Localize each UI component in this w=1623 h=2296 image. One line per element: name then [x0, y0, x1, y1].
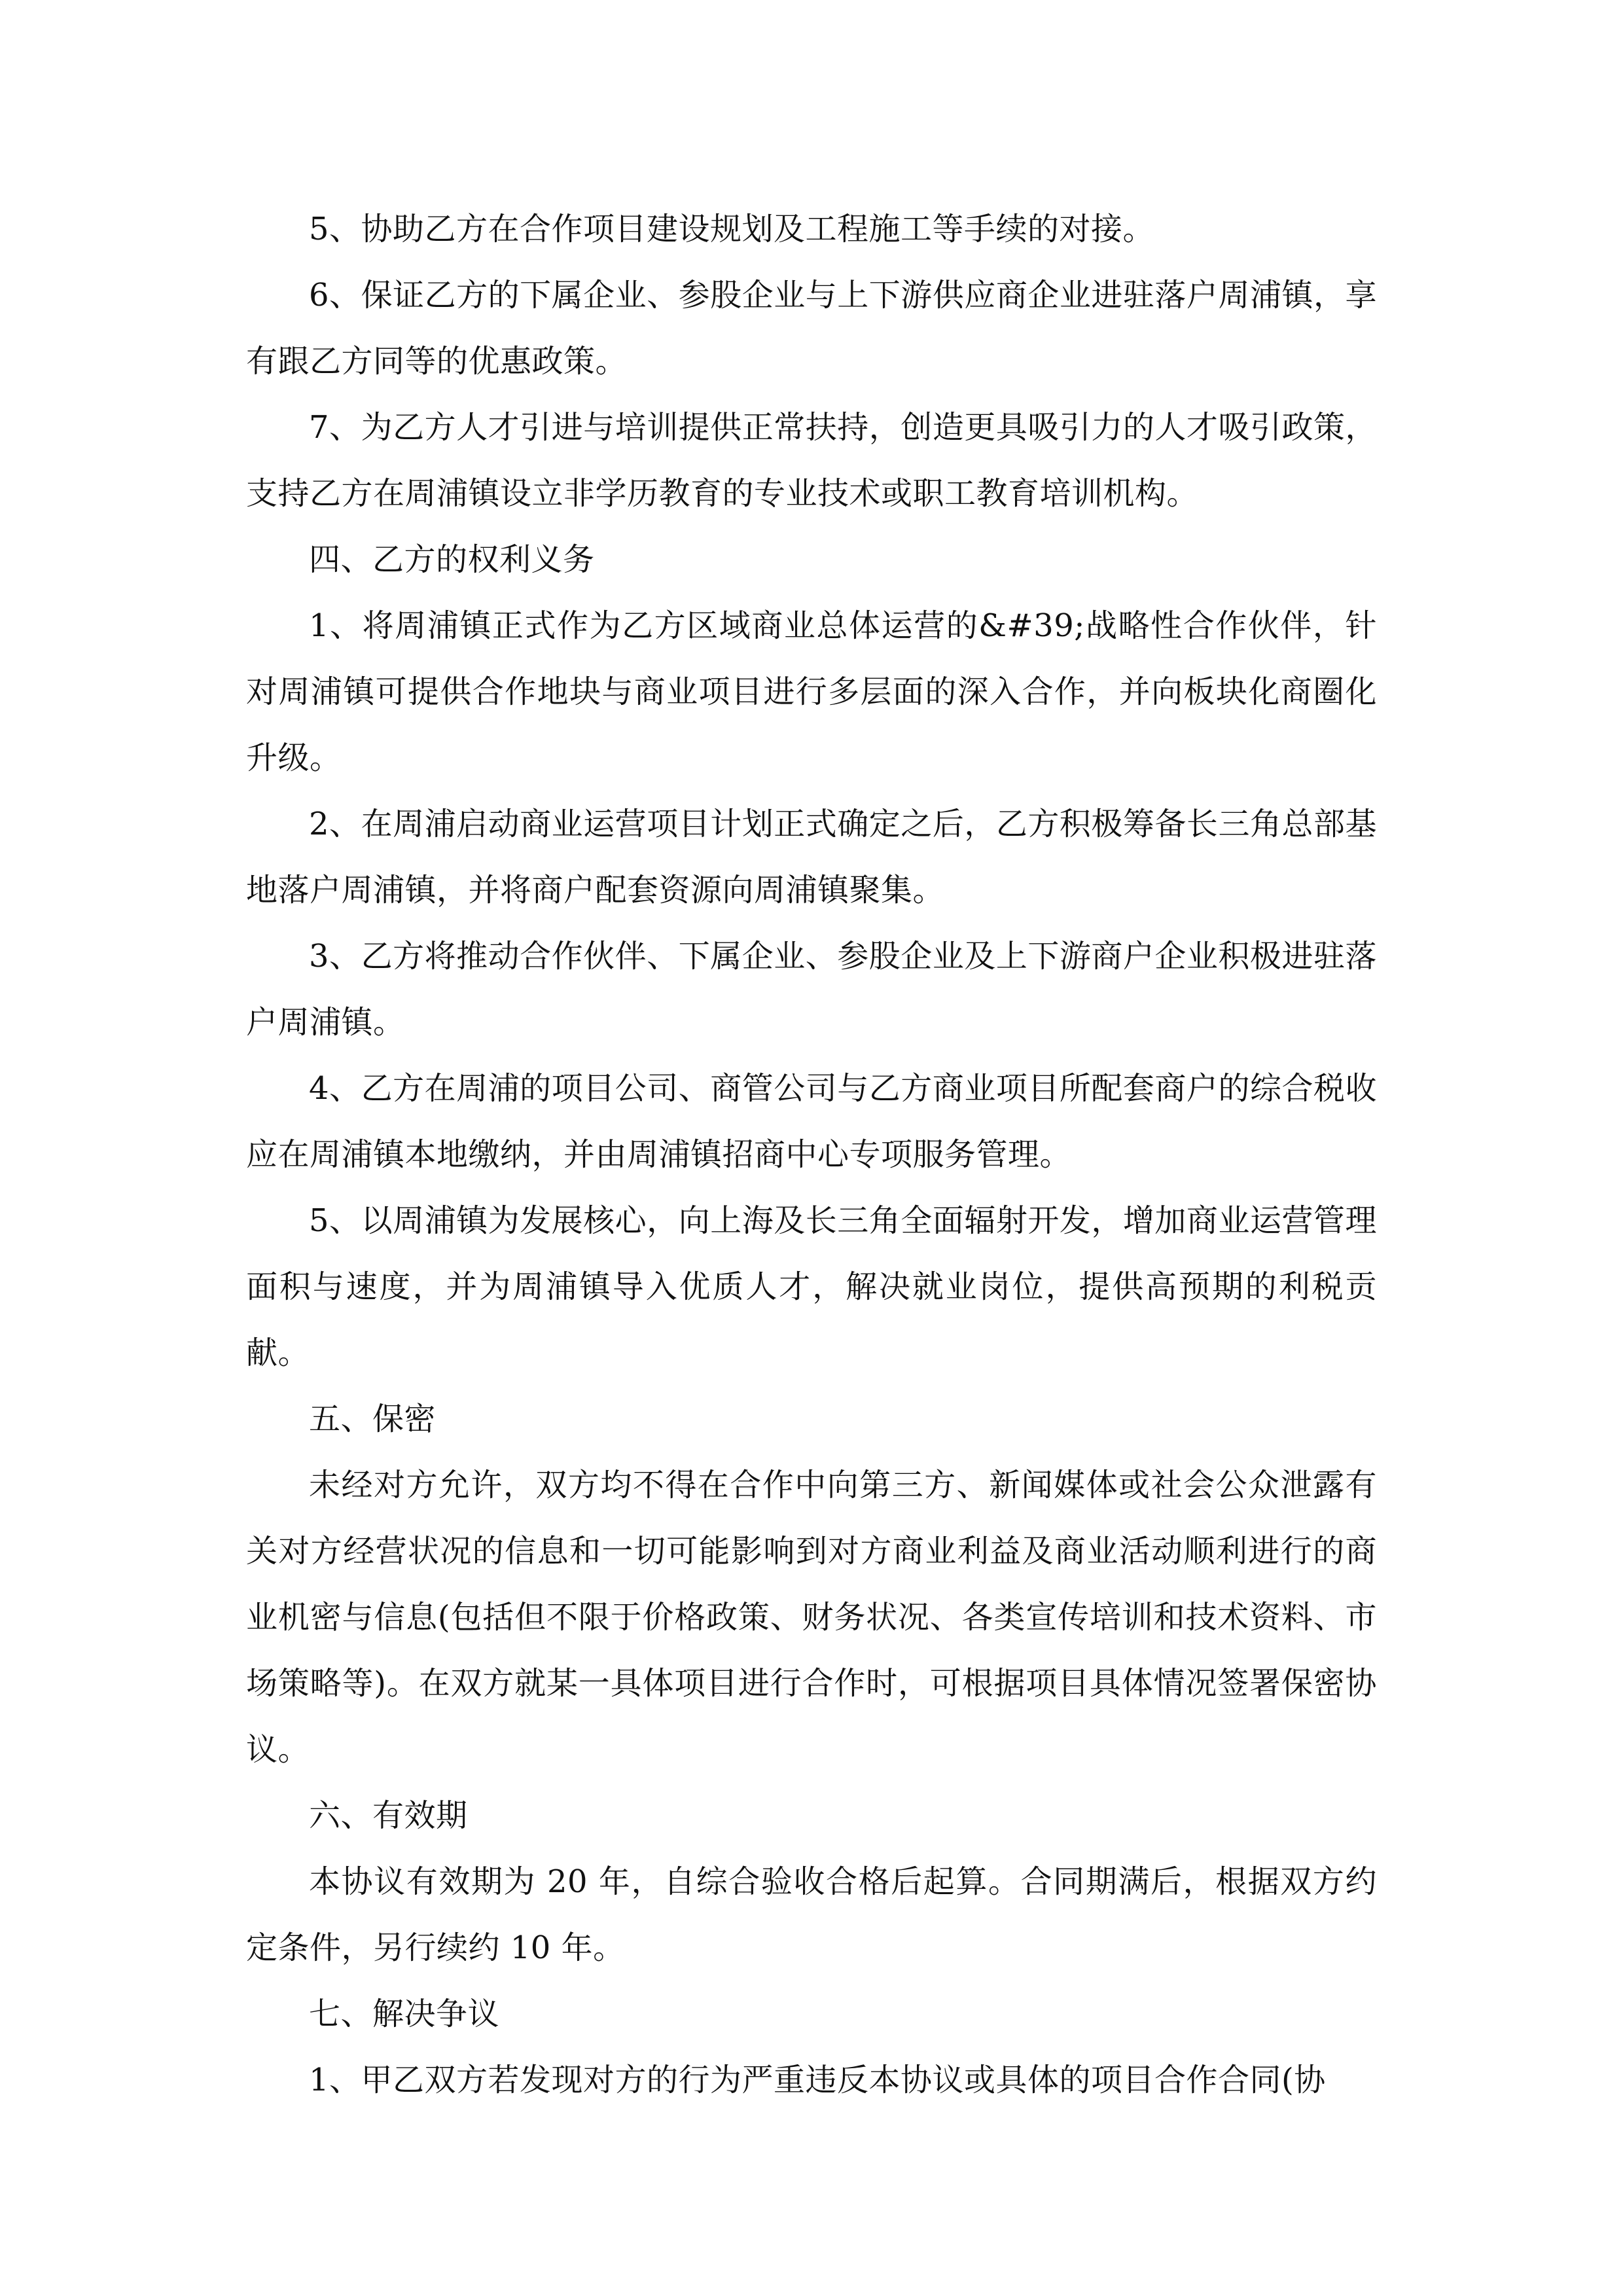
clause-a-5: 5、协助乙方在合作项目建设规划及工程施工等手续的对接。 — [309, 211, 1155, 247]
section-heading-7: 七、解决争议 — [309, 1996, 500, 2032]
document-body — [246, 196, 1377, 2113]
section-heading-5: 五、保密 — [309, 1401, 437, 1437]
dispute-clause-1: 1、甲乙双方若发现对方的行为严重违反本协议或具体的项目合作合同(协 — [309, 2062, 1326, 2098]
validity-paragraph: 本协议有效期为 20 年，自综合验收合格后起算。合同期满后，根据双方约定条件，另行续约 10 年。 — [246, 1863, 1377, 1966]
clause-b-4: 4、乙方在周浦的项目公司、商管公司与乙方商业项目所配套商户的综合税收应在周浦镇本地缴纳，并由周浦镇招商中心专项服务管理。 — [246, 1070, 1377, 1173]
section-heading-6: 六、有效期 — [309, 1797, 468, 1834]
clause-a-7: 7、为乙方人才引进与培训提供正常扶持，创造更具吸引力的人才吸引政策，支持乙方在周浦镇设立非学历教育的专业技术或职工教育培训机构。 — [246, 409, 1377, 512]
clause-b-1: 1、将周浦镇正式作为乙方区域商业总体运营的&#39;战略性合作伙伴，针对周浦镇可提供合作地块与商业项目进行多层面的深入合作，并向板块化商圈化升级。 — [246, 607, 1377, 776]
clause-b-5: 5、以周浦镇为发展核心，向上海及长三角全面辐射开发，增加商业运营管理面积与速度，并为周浦镇导入优质人才，解决就业岗位，提供高预期的利税贡献。 — [246, 1202, 1377, 1371]
clause-b-2: 2、在周浦启动商业运营项目计划正式确定之后，乙方积极筹备长三角总部基地落户周浦镇，并将商户配套资源向周浦镇聚集。 — [246, 806, 1377, 908]
confidentiality-paragraph: 未经对方允许，双方均不得在合作中向第三方、新闻媒体或社会公众泄露有关对方经营状况的信息和一切可能影响到对方商业利益及商业活动顺利进行的商业机密与信息(包括但不限于价格政策、财务状况、各类宣传培训和技术资料、市场策略等)。在双方就某一具体项目进行合作时，可根据项目具体情况签署保密协议。 — [246, 1467, 1377, 1768]
section-heading-4: 四、乙方的权利义务 — [309, 541, 595, 578]
clause-b-3: 3、乙方将推动合作伙伴、下属企业、参股企业及上下游商户企业积极进驻落户周浦镇。 — [246, 938, 1377, 1041]
clause-a-6: 6、保证乙方的下属企业、参股企业与上下游供应商企业进驻落户周浦镇，享有跟乙方同等的优惠政策。 — [246, 277, 1377, 380]
